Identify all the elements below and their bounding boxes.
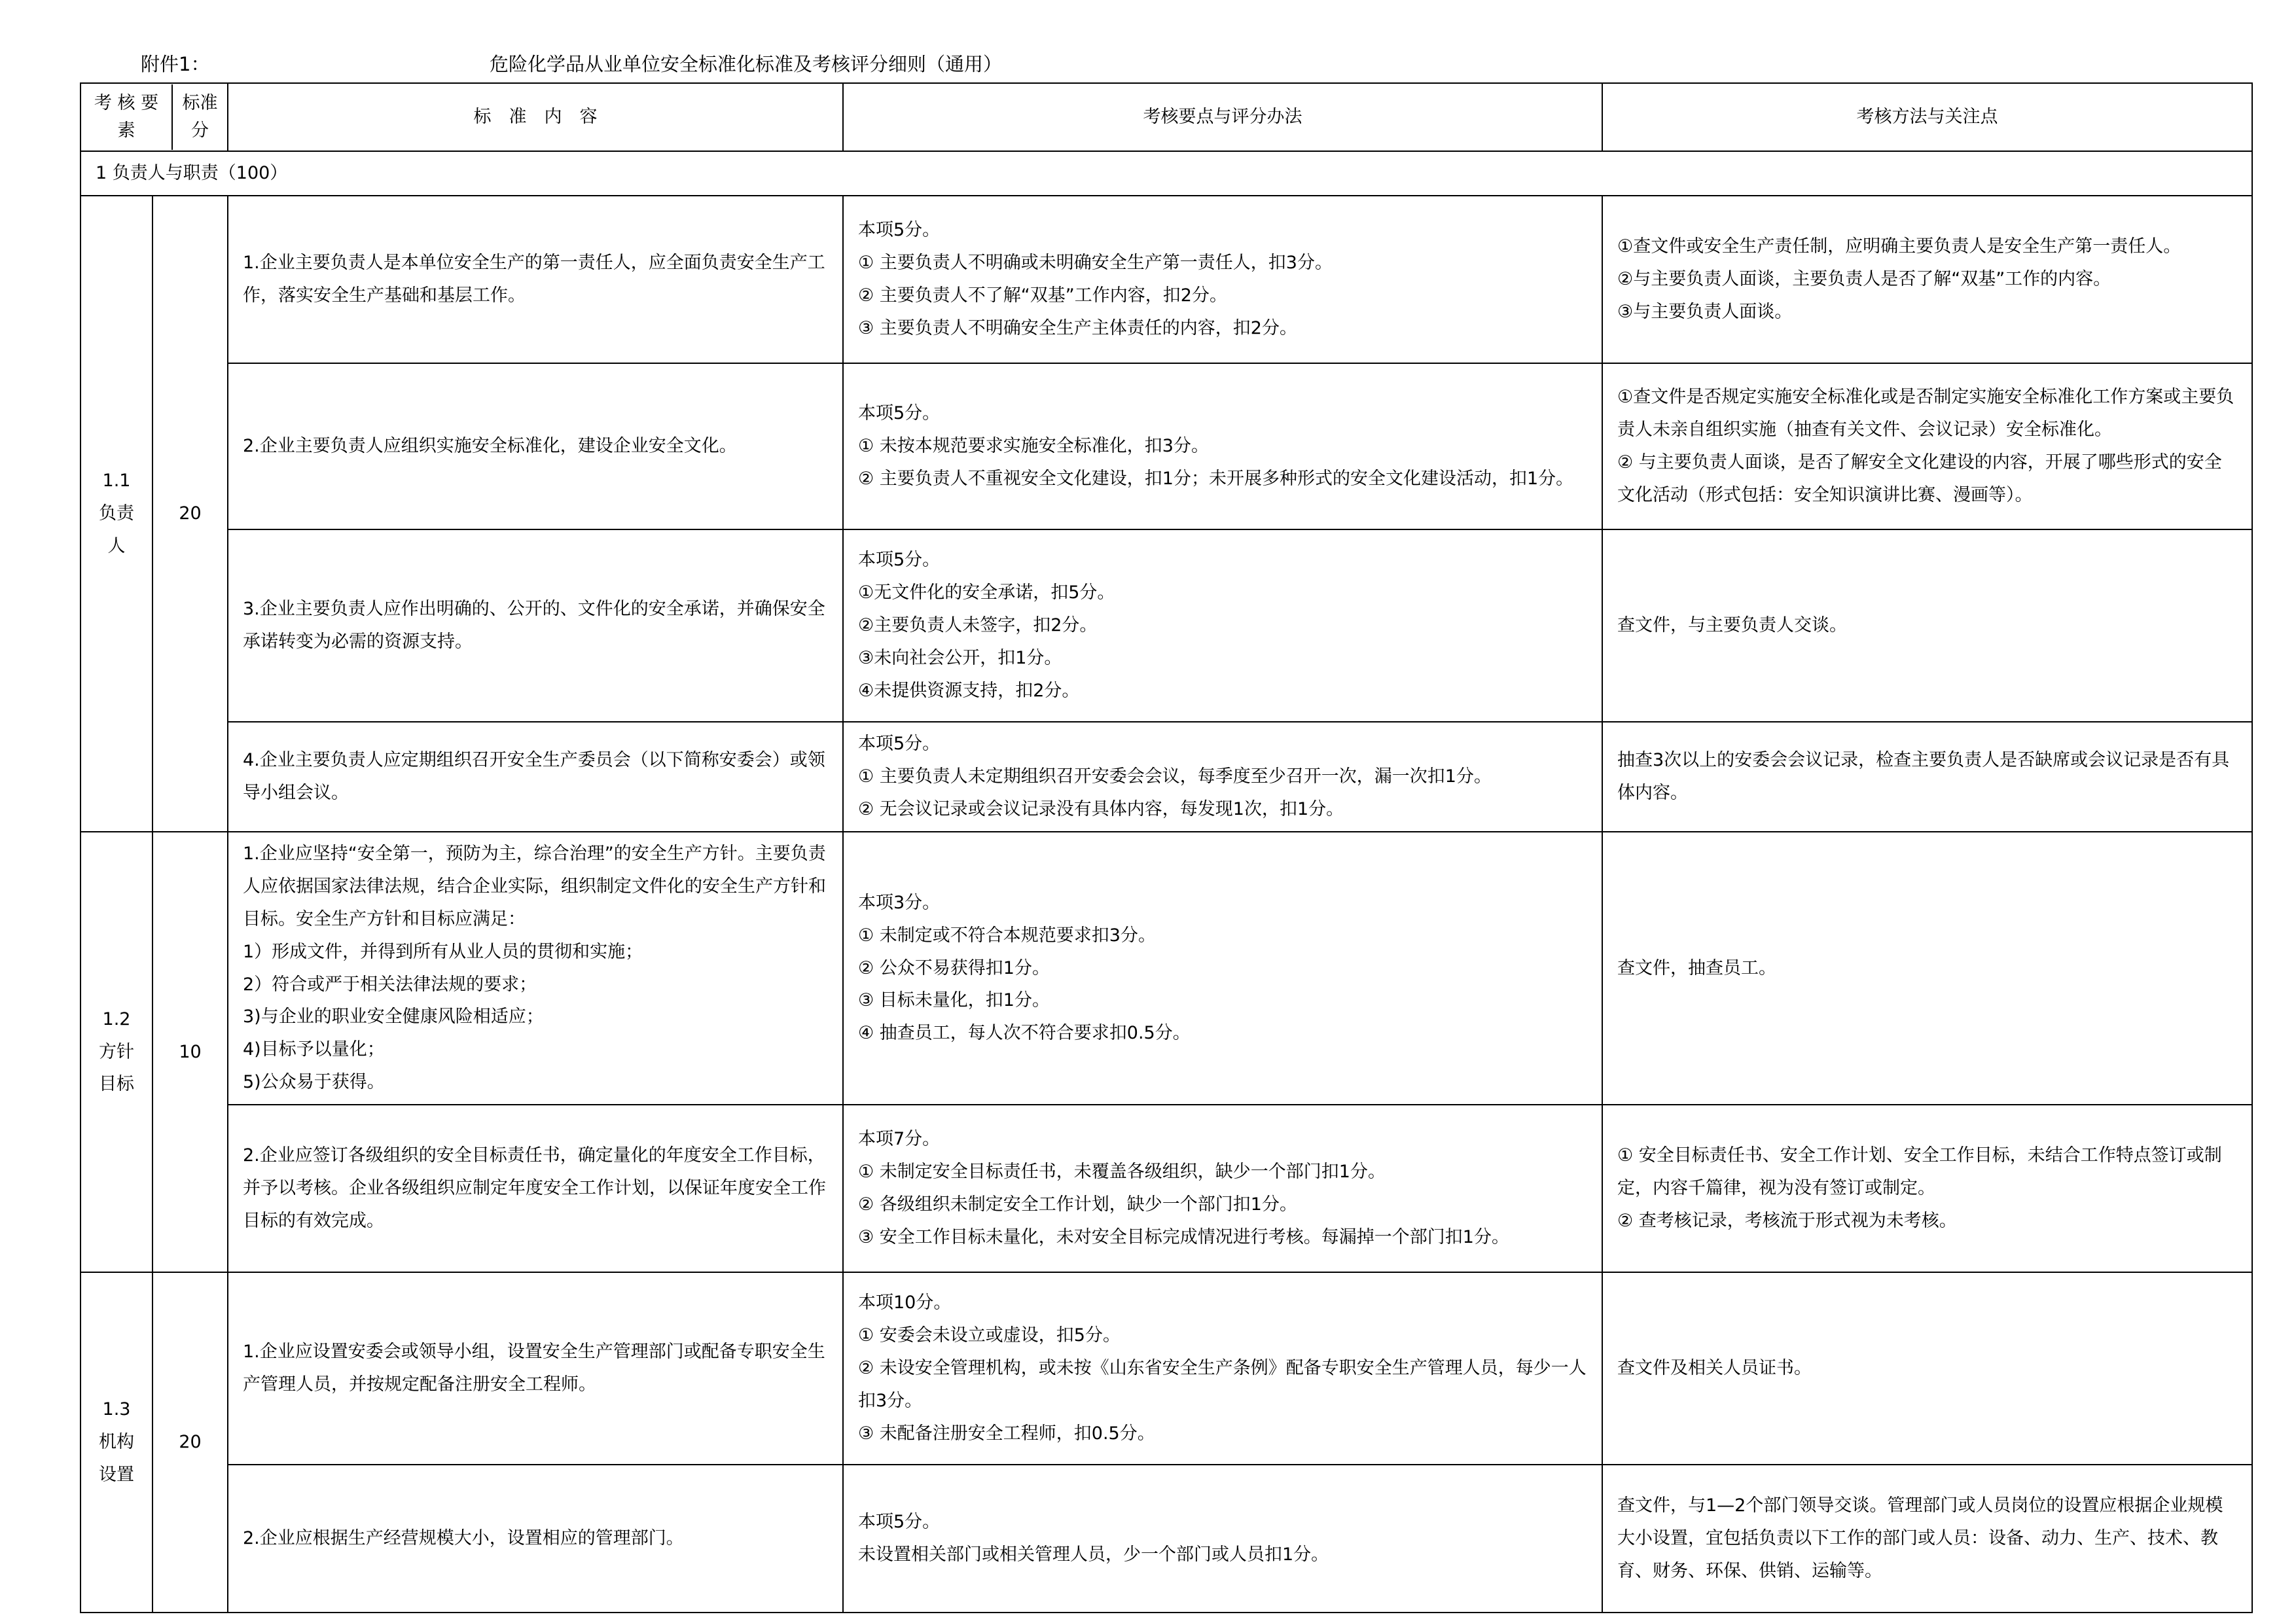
- points-cell: [843, 196, 1602, 363]
- content-cell: [228, 832, 843, 1105]
- points-line: ① 安委会未设立或虚设，扣5分。: [858, 1325, 1121, 1346]
- method-cell: [1602, 832, 2252, 1105]
- method-line: ①查文件或安全生产责任制，应明确主要负责人是安全生产第一责任人。: [1617, 236, 2181, 257]
- points-line: ② 无会议记录或会议记录没有具体内容，每发现1次，扣1分。: [858, 798, 1344, 819]
- content-line: 1）形成文件，并得到所有从业人员的贯彻和实施；: [243, 941, 643, 962]
- method-line: 查文件及相关人员证书。: [1617, 1358, 1812, 1379]
- score-cell: 20: [152, 196, 228, 832]
- points-cell: [843, 1105, 1602, 1272]
- points-line: ②主要负责人未签字，扣2分。: [858, 615, 1098, 635]
- points-line: ④ 抽查员工，每人次不符合要求扣0.5分。: [858, 1023, 1191, 1044]
- table-row: [81, 1465, 2252, 1613]
- points-line: ③未向社会公开，扣1分。: [858, 647, 1062, 668]
- content-line: 3)与企业的职业安全健康风险相适应；: [243, 1007, 544, 1027]
- points-line: ② 未设安全管理机构，或未按《山东省安全生产条例》配备专职安全生产管理人员，每少一人扣3分。: [858, 1358, 1587, 1412]
- points-line: ③ 未配备注册安全工程师，扣0.5分。: [858, 1423, 1155, 1444]
- table-row: [81, 529, 2252, 722]
- method-line: ② 查考核记录，考核流于形式视为未考核。: [1617, 1211, 1957, 1232]
- points-line: 未设置相关部门或相关管理人员，少一个部门或人员扣1分。: [858, 1544, 1329, 1565]
- points-line: ① 未制定或不符合本规范要求扣3分。: [858, 925, 1156, 946]
- content-line: 3.企业主要负责人应作出明确的、公开的、文件化的安全承诺，并确保安全承诺转变为必需的资源支持。: [243, 599, 825, 652]
- content-line: 1.企业应设置安委会或领导小组，设置安全生产管理部门或配备专职安全生产管理人员，并按规定配备注册安全工程师。: [243, 1342, 825, 1395]
- element-label: 1.3: [102, 1399, 131, 1420]
- method-line: ① 安全目标责任书、安全工作计划、安全工作目标，未结合工作特点签订或制定，内容千篇律，视为没有签订或制定。: [1617, 1145, 2222, 1199]
- attachment-label: 附件1：: [141, 53, 210, 75]
- table-row: [81, 722, 2252, 832]
- content-cell: [228, 196, 843, 363]
- method-cell: [1602, 196, 2252, 363]
- points-line: 本项5分。: [858, 220, 941, 241]
- method-line: ①查文件是否规定实施安全标准化或是否制定实施安全标准化工作方案或主要负责人未亲自组织实施（抽查有关文件、会议记录）安全标准化。: [1617, 387, 2234, 440]
- points-line: ① 主要负责人未定期组织召开安委会会议，每季度至少召开一次，漏一次扣1分。: [858, 766, 1492, 787]
- table-header-row: [81, 83, 2252, 151]
- element-label: 人: [107, 535, 126, 556]
- method-cell: [1602, 722, 2252, 832]
- section-title: 1 负责人与职责（100）: [81, 151, 2252, 196]
- points-cell: [843, 1465, 1602, 1613]
- col-header-element: 考 核 要 素: [81, 84, 172, 150]
- content-line: 2）符合或严于相关法律法规的要求；: [243, 974, 537, 995]
- element-cell: [81, 196, 152, 832]
- points-line: ③ 安全工作目标未量化，未对安全目标完成情况进行考核。每漏掉一个部门扣1分。: [858, 1227, 1509, 1248]
- points-line: 本项10分。: [858, 1293, 952, 1313]
- points-line: 本项7分。: [858, 1129, 941, 1150]
- method-cell: [1602, 529, 2252, 722]
- score-cell: 20: [152, 1272, 228, 1613]
- table-row: [81, 1105, 2252, 1272]
- points-line: 本项5分。: [858, 1512, 941, 1533]
- points-line: ② 公众不易获得扣1分。: [858, 957, 1050, 978]
- element-cell: [81, 1272, 152, 1613]
- points-line: ② 主要负责人不了解“双基”工作内容，扣2分。: [858, 285, 1227, 306]
- points-line: ③ 目标未量化，扣1分。: [858, 990, 1050, 1011]
- col-header-score: 标准分: [182, 93, 218, 141]
- points-cell: [843, 529, 1602, 722]
- points-line: 本项5分。: [858, 733, 941, 754]
- points-cell: [843, 722, 1602, 832]
- element-label: 1.2: [102, 1008, 131, 1029]
- method-line: ③与主要负责人面谈。: [1617, 301, 1793, 322]
- content-line: 2.企业应根据生产经营规模大小，设置相应的管理部门。: [243, 1528, 684, 1549]
- points-line: ② 各级组织未制定安全工作计划，缺少一个部门扣1分。: [858, 1194, 1297, 1215]
- points-line: 本项5分。: [858, 550, 941, 571]
- method-line: 查文件，与1—2个部门领导交谈。管理部门或人员岗位的设置应根据企业规模大小设置，宜包括负责以下工作的部门或人员：设备、动力、生产、技术、教育、财务、环保、供销、运输等。: [1617, 1495, 2223, 1582]
- content-line: 1.企业应坚持“安全第一，预防为主，综合治理”的安全生产方针。主要负责人应依据国家法律法规，结合企业实际，组织制定文件化的安全生产方针和目标。安全生产方针和目标应满足：: [243, 843, 826, 929]
- document-title: 危险化学品从业单位安全标准化标准及考核评分细则（通用）: [490, 53, 1003, 75]
- element-label: 负责: [99, 503, 134, 524]
- points-line: ③ 主要负责人不明确安全生产主体责任的内容，扣2分。: [858, 317, 1297, 338]
- element-label: 目标: [99, 1074, 134, 1095]
- method-cell: [1602, 363, 2252, 529]
- points-line: 本项5分。: [858, 403, 941, 424]
- method-cell: [1602, 1105, 2252, 1272]
- content-line: 2.企业主要负责人应组织实施安全标准化，建设企业安全文化。: [243, 435, 737, 456]
- points-cell: [843, 832, 1602, 1105]
- col-header-method: 考核方法与关注点: [1602, 83, 2252, 151]
- content-line: 4)目标予以量化；: [243, 1039, 385, 1060]
- points-cell: [843, 363, 1602, 529]
- content-line: 4.企业主要负责人应定期组织召开安全生产委员会（以下简称安委会）或领导小组会议。: [243, 749, 825, 803]
- method-line: 查文件，抽查员工。: [1617, 957, 1776, 978]
- method-line: 查文件，与主要负责人交谈。: [1617, 615, 1847, 635]
- table-row: [81, 363, 2252, 529]
- points-line: ④未提供资源支持，扣2分。: [858, 680, 1080, 701]
- content-cell: [228, 722, 843, 832]
- method-line: ② 与主要负责人面谈，是否了解安全文化建设的内容，开展了哪些形式的安全文化活动（形式包括：安全知识演讲比赛、漫画等）。: [1617, 452, 2222, 505]
- content-line: 5)公众易于获得。: [243, 1072, 385, 1093]
- points-line: 本项3分。: [858, 892, 941, 913]
- content-cell: [228, 529, 843, 722]
- table-row: [81, 1272, 2252, 1465]
- table-row: [81, 196, 2252, 363]
- section-row: [81, 151, 2252, 196]
- points-line: ② 主要负责人不重视安全文化建设，扣1分；未开展多种形式的安全文化建设活动，扣1分。: [858, 468, 1574, 489]
- method-line: 抽查3次以上的安委会会议记录，检查主要负责人是否缺席或会议记录是否有具体内容。: [1617, 749, 2230, 803]
- method-cell: [1602, 1272, 2252, 1465]
- element-cell: [81, 832, 152, 1273]
- content-cell: [228, 1465, 843, 1613]
- col-header-points: 考核要点与评分办法: [843, 83, 1602, 151]
- method-cell: [1602, 1465, 2252, 1613]
- points-cell: [843, 1272, 1602, 1465]
- col-header-content: 标 准 内 容: [228, 83, 843, 151]
- element-label: 设置: [99, 1465, 134, 1486]
- points-line: ① 未按本规范要求实施安全标准化，扣3分。: [858, 435, 1209, 456]
- content-cell: [228, 1105, 843, 1272]
- content-line: 2.企业应签订各级组织的安全目标责任书，确定量化的年度安全工作目标，并予以考核。企业各级组织应制定年度安全工作计划，以保证年度安全工作目标的有效完成。: [243, 1145, 826, 1232]
- content-line: 1.企业主要负责人是本单位安全生产的第一责任人，应全面负责安全生产工作，落实安全生产基础和基层工作。: [243, 253, 825, 306]
- element-label: 机构: [99, 1432, 134, 1453]
- points-line: ①无文件化的安全承诺，扣5分。: [858, 582, 1115, 603]
- points-line: ① 主要负责人不明确或未明确安全生产第一责任人，扣3分。: [858, 253, 1333, 273]
- standards-table: [80, 82, 2253, 1613]
- content-cell: [228, 1272, 843, 1465]
- element-label: 1.1: [102, 470, 131, 491]
- element-label: 方针: [99, 1041, 134, 1062]
- table-row: [81, 832, 2252, 1105]
- score-cell: 10: [152, 832, 228, 1273]
- content-cell: [228, 363, 843, 529]
- points-line: ① 未制定安全目标责任书，未覆盖各级组织，缺少一个部门扣1分。: [858, 1162, 1386, 1183]
- method-line: ②与主要负责人面谈，主要负责人是否了解“双基”工作的内容。: [1617, 268, 2111, 289]
